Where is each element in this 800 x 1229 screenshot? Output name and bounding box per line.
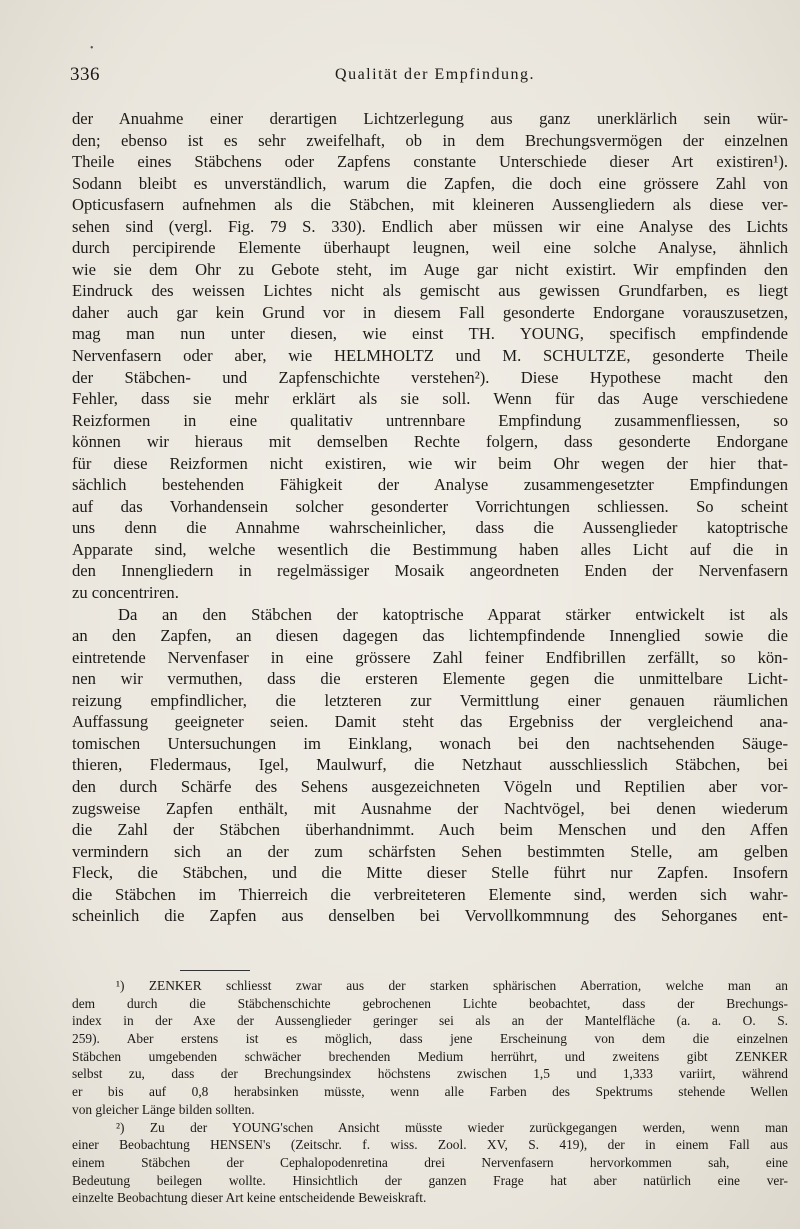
body-line: die Stäbchen im Thierreich die verbreiteteren Elemente sind, werden sich wahr-: [72, 884, 788, 904]
body-line: Eindruck des weissen Lichtes nicht als gemischt aus gewissen Grundfarben, es liegt: [72, 281, 788, 301]
body-line: sächlich bestehenden Fähigkeit der Analyse zusammengesetzter Empfindungen: [72, 475, 788, 495]
footnote-line: er bis auf 0,8 herabsinken müsste, wenn alle Farben des Spektrums stehende Wellen: [72, 1084, 788, 1100]
body-line: tomischen Untersuchungen im Einklang, wonach bei den nachtsehenden Säuge-: [72, 733, 788, 753]
body-line: Theile eines Stäbchens oder Zapfens constante Unterschiede dieser Art existiren¹).: [72, 152, 788, 172]
body-line: Apparate sind, welche wesentlich die Bestimmung haben alles Licht auf die in: [72, 539, 788, 559]
footnote-line: dem durch die Stäbchenschichte gebrochenen Lichte beobachtet, dass der Brechungs-: [72, 995, 788, 1011]
footnote-line: 259). Aber erstens ist es möglich, dass jene Erscheinung von dem die einzelnen: [72, 1031, 788, 1047]
footnote-line: einem Stäbchen der Cephalopodenretina drei Nervenfasern hervorkommen sah, eine: [72, 1154, 788, 1170]
footnote-line: ¹) ZENKER schliesst zwar aus der starken sphärischen Aberration, welche man an: [116, 978, 788, 993]
body-line: nen wir vermuthen, dass die ersteren Elemente gegen die unmittelbare Licht-: [72, 669, 788, 689]
body-line: wie sie dem Ohr zu Gebote steht, im Auge gar nicht existirt. Wir empfinden den: [72, 259, 788, 279]
footnote-line: Bedeutung beilegen wollte. Hinsichtlich der ganzen Frage hat aber natürlich eine ver-: [72, 1172, 788, 1188]
footnote-line: einer Beobachtung HENSEN's (Zeitschr. f. wiss. Zool. XV, S. 419), der in einem Fall aus: [72, 1137, 788, 1153]
body-line: können wir hieraus mit demselben Rechte folgern, dass gesonderte Endorgane: [72, 432, 788, 452]
body-line: sehen sind (vergl. Fig. 79 S. 330). Endlich aber müssen wir eine Analyse des Lichts: [72, 216, 788, 236]
body-line: den Innengliedern in regelmässiger Mosaik angeordneten Enden der Nervenfasern: [72, 561, 788, 581]
footnote-line: einzelte Beobachtung dieser Art keine entscheidende Beweiskraft.: [72, 1190, 427, 1206]
body-line: die Zahl der Stäbchen überhandnimmt. Auch beim Menschen und den Affen: [72, 820, 788, 840]
body-line: zu concentriren.: [72, 583, 179, 603]
body-line: Auffassung geeigneter seien. Damit steht das Ergebniss der vergleichend ana-: [72, 712, 788, 732]
body-line: Da an den Stäbchen der katoptrische Apparat stärker entwickelt ist als: [118, 604, 788, 624]
body-line: Fleck, die Stäbchen, und die Mitte dieser Stelle führt nur Zapfen. Insofern: [72, 863, 788, 883]
footnote-line: von gleicher Länge bilden sollten.: [72, 1101, 255, 1117]
body-line: Sodann bleibt es unverständlich, warum die Zapfen, die doch eine grössere Zahl von: [72, 173, 788, 193]
body-line: daher auch gar kein Grund vor in diesem Fall gesonderte Endorgane vorauszusetzen,: [72, 302, 788, 322]
running-head: Qualität der Empfindung.: [335, 66, 535, 83]
body-line: für diese Reizformen nicht existiren, wie wir beim Ohr wegen der hier that-: [72, 453, 788, 473]
body-line: uns denn die Annahme wahrscheinlicher, dass die Aussenglieder katoptrische: [72, 518, 788, 538]
footnote-line: selbst zu, dass der Brechungsindex höchstens zwischen 1,5 und 1,333 variirt, während: [72, 1066, 788, 1082]
body-text: [72, 108, 788, 927]
body-line: der Stäbchen- und Zapfenschichte verstehen²). Diese Hypothese macht den: [72, 367, 788, 387]
footnote-line: Stäbchen umgebenden schwächer brechenden Medium herrührt, und zweitens gibt ZENKER: [72, 1048, 788, 1064]
body-line: zugsweise Zapfen enthält, mit Ausnahme der Nachtvögel, bei denen wiederum: [72, 798, 788, 818]
body-line: thieren, Fledermaus, Igel, Maulwurf, die Netzhaut ausschliesslich Stäbchen, bei: [72, 755, 788, 775]
body-line: den durch Schärfe des Sehens ausgezeichneten Vögeln und Reptilien aber vor-: [72, 776, 788, 796]
body-line: durch percipirende Elemente überhaupt leugnen, weil eine solche Analyse, ähnlich: [72, 238, 788, 258]
body-line: auf das Vorhandensein solcher gesonderter Vorrichtungen schliessen. So scheint: [72, 496, 788, 516]
footnote-line: ²) Zu der YOUNG'schen Ansicht müsste wieder zurückgegangen werden, wenn man: [116, 1119, 788, 1135]
body-line: reizung empfindlicher, die letzteren zur Vermittlung einer genauen räumlichen: [72, 690, 788, 710]
body-line: an den Zapfen, an diesen dagegen das lichtempfindende Innenglied sowie die: [72, 626, 788, 646]
page-header: [70, 64, 760, 88]
body-line: der Anuahme einer derartigen Lichtzerlegung aus ganz unerklärlich sein wür-: [72, 109, 788, 128]
body-line: den; ebenso ist es sehr zweifelhaft, ob in dem Brechungsvermögen der einzelnen: [72, 130, 788, 150]
body-line: Reizformen in eine qualitativ untrennbare Empfindung zusammenfliessen, so: [72, 410, 788, 430]
body-line: eintretende Nervenfaser in eine grössere Zahl feiner Endfibrillen zerfällt, so kön-: [72, 647, 788, 667]
footnote-rule: [180, 970, 250, 971]
body-line: vermindern sich an der zum schärfsten Sehen bestimmten Stelle, am gelben: [72, 841, 788, 861]
footnotes: [72, 977, 788, 1207]
body-line: scheinlich die Zapfen aus denselben bei Vervollkommnung des Sehorganes ent-: [72, 906, 788, 926]
body-line: mag man nun unter diesen, wie einst TH. YOUNG, specifisch empfindende: [72, 324, 788, 344]
body-line: Opticusfasern aufnehmen als die Stäbchen, mit kleineren Aussengliedern als diese ver-: [72, 195, 788, 215]
page-number: 336: [70, 64, 100, 85]
body-line: Nervenfasern oder aber, wie HELMHOLTZ und M. SCHULTZE, gesonderte Theile: [72, 346, 788, 366]
printer-mark: •: [90, 43, 94, 54]
body-line: Fehler, dass sie mehr erklärt als sie soll. Wenn für das Auge verschiedene: [72, 389, 788, 409]
footnote-line: index in der Axe der Aussenglieder geringer sei als an der Mantelfläche (a. a. O. S.: [72, 1013, 788, 1029]
